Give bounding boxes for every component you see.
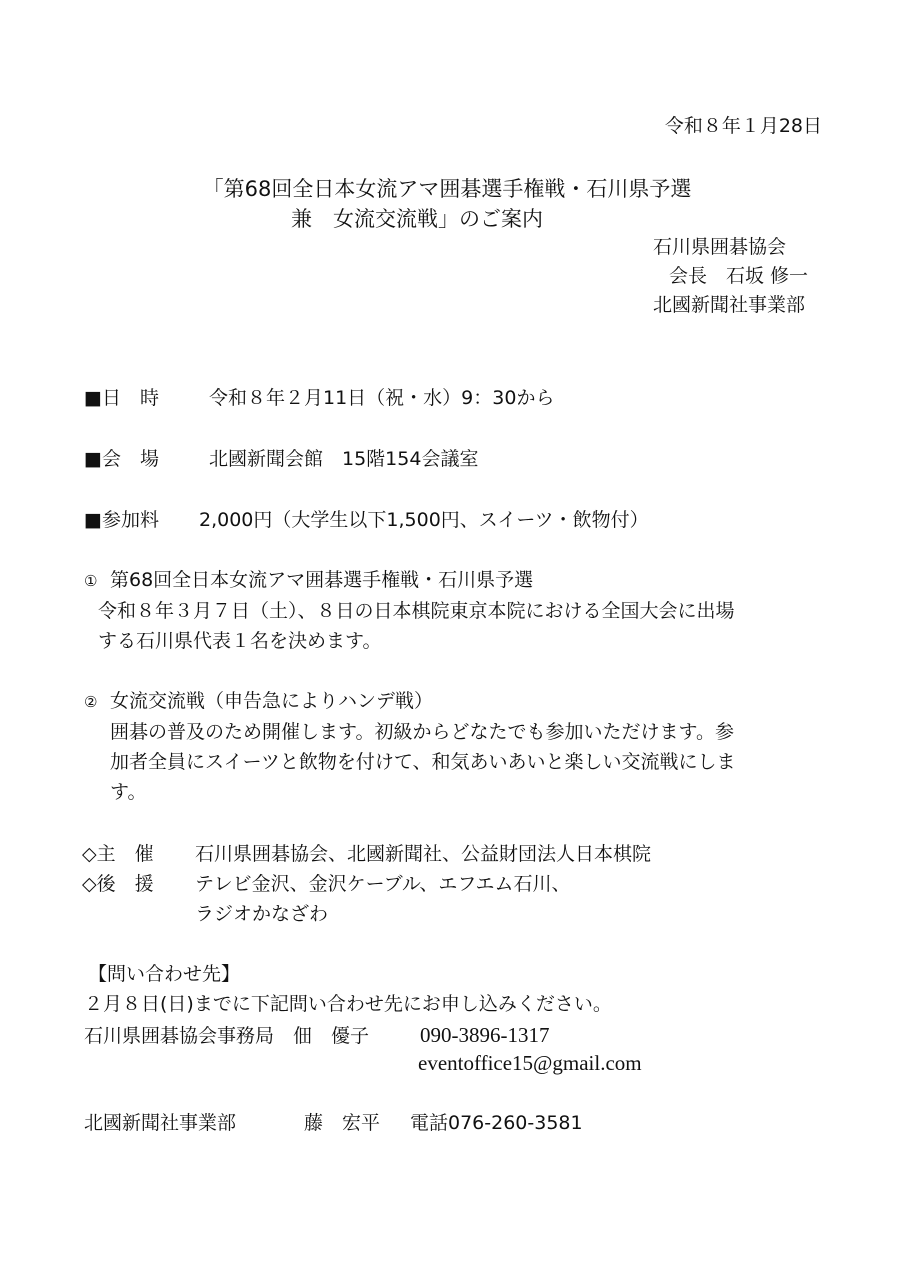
contact-email[interactable]: eventoffice15@gmail.com <box>418 1051 642 1075</box>
section-2-body-3: す。 <box>110 781 147 803</box>
datetime-value: 令和８年２月11日（祝・水）9：30から <box>209 387 555 409</box>
contact-office: 石川県囲碁協会事務局 佃 優子 <box>84 1025 370 1047</box>
organizer-chair: 会長 石坂 修一 <box>669 265 809 287</box>
venue-value: 北國新聞会館 15階154会議室 <box>209 448 479 470</box>
support-row <box>82 871 570 927</box>
section-2-heading-row <box>84 688 735 715</box>
datetime-label: ■日 時 <box>84 387 159 409</box>
venue-label: ■会 場 <box>84 448 159 470</box>
venue-row <box>84 446 478 472</box>
support-value-2: ラジオかなざわ <box>195 903 329 925</box>
host-label: ◇主 催 <box>82 843 154 865</box>
section-1-heading-row <box>84 567 735 594</box>
contact-phone: 090-3896-1317 <box>420 1023 550 1047</box>
document-date: 令和８年１月28日 <box>664 115 822 137</box>
organizer-name: 石川県囲碁協会 <box>653 236 787 258</box>
section-1 <box>84 567 735 654</box>
fee-label: ■参加料 <box>84 509 159 531</box>
contact-deadline: ２月８日(日)までに下記問い合わせ先にお申し込みください。 <box>84 993 612 1015</box>
section-1-body-1: 令和８年３月７日（土）、８日の日本棋院東京本院における全国大会に出場 <box>98 600 735 622</box>
contact-tel: 電話076-260-3581 <box>410 1112 583 1134</box>
organizer-block <box>653 233 808 320</box>
host-row <box>82 841 651 867</box>
contact-office-row <box>84 1022 550 1049</box>
fee-value: 2,000円（大学生以下1,500円、スイーツ・飲物付） <box>199 509 649 531</box>
section-2-body-1: 囲碁の普及のため開催します。初級からどなたでも参加いただけます。参 <box>110 721 734 743</box>
section-2 <box>84 688 735 805</box>
contact-heading: 【問い合わせ先】 <box>88 963 241 985</box>
fee-row <box>84 507 649 533</box>
section-1-heading: 第68回全日本女流アマ囲碁選手権戦・石川県予選 <box>110 569 534 591</box>
contact-dept: 北國新聞社事業部 <box>84 1112 237 1134</box>
organizer-dept: 北國新聞社事業部 <box>653 294 806 316</box>
contact-dept-row <box>84 1110 583 1136</box>
host-value: 石川県囲碁協会、北國新聞社、公益財団法人日本棋院 <box>195 843 652 865</box>
document-title <box>0 174 904 234</box>
section-1-marker: ① <box>84 572 98 590</box>
support-label: ◇後 援 <box>82 873 154 895</box>
section-2-body-2: 加者全員にスイーツと飲物を付けて、和気あいあいと楽しい交流戦にしま <box>110 751 736 773</box>
section-2-heading: 女流交流戦（申告急によりハンデ戦） <box>110 690 434 712</box>
contact-person: 藤 宏平 <box>304 1112 381 1134</box>
support-value-1: テレビ金沢、金沢ケーブル、エフエム石川、 <box>195 873 571 895</box>
datetime-row <box>84 385 554 411</box>
section-2-marker: ② <box>84 693 98 711</box>
title-line-2: 兼 女流交流戦」のご案内 <box>291 207 543 231</box>
section-1-body-2: する石川県代表１名を決めます。 <box>98 630 382 652</box>
title-line-1: 「第68回全日本女流アマ囲碁選手権戦・石川県予選 <box>202 177 692 201</box>
